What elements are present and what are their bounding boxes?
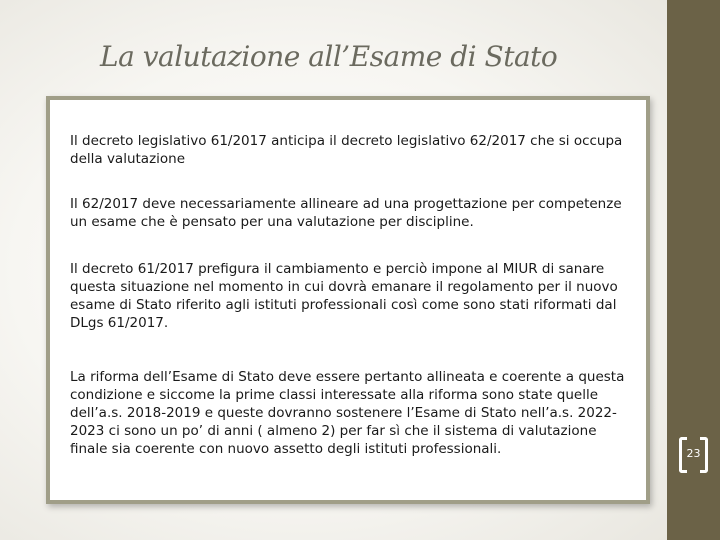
paragraph-4: La riforma dell’Esame di Stato deve essere pertanto allineata e coerente a questa condizione e siccome la prime classi interessate alla riforma sono state quelle dell’a.s. 2018-2019 e queste dovranno sostenere l’Esame di Stato nell’a.s. 2022-2023 ci sono un po’ di anni ( almeno 2) per far sì che il sistema di valutazione finale sia coerente con nuovo assetto degli istituti professionali. bbox=[70, 369, 625, 457]
page-number: 23 bbox=[686, 447, 701, 460]
bracket-right-icon bbox=[700, 437, 708, 473]
paragraph-2: Il 62/2017 deve necessariamente allineare ad una progettazione per competenze un esame che è pensato per una valutazione per discipline. bbox=[70, 196, 622, 230]
paragraph-1: Il decreto legislativo 61/2017 anticipa il decreto legislativo 62/2017 che si occupa della valutazione bbox=[70, 133, 623, 167]
page-number-badge bbox=[667, 437, 720, 487]
content-box bbox=[46, 96, 650, 504]
slide-title: La valutazione all’Esame di Stato bbox=[100, 40, 558, 73]
paragraph-3: Il decreto 61/2017 prefigura il cambiamento e perciò impone al MIUR di sanare questa situazione nel momento in cui dovrà emanare il regolamento per il nuovo esame di Stato riferito agli istituti professionali così come sono stati riformati dal DLgs 61/2017. bbox=[70, 261, 618, 331]
